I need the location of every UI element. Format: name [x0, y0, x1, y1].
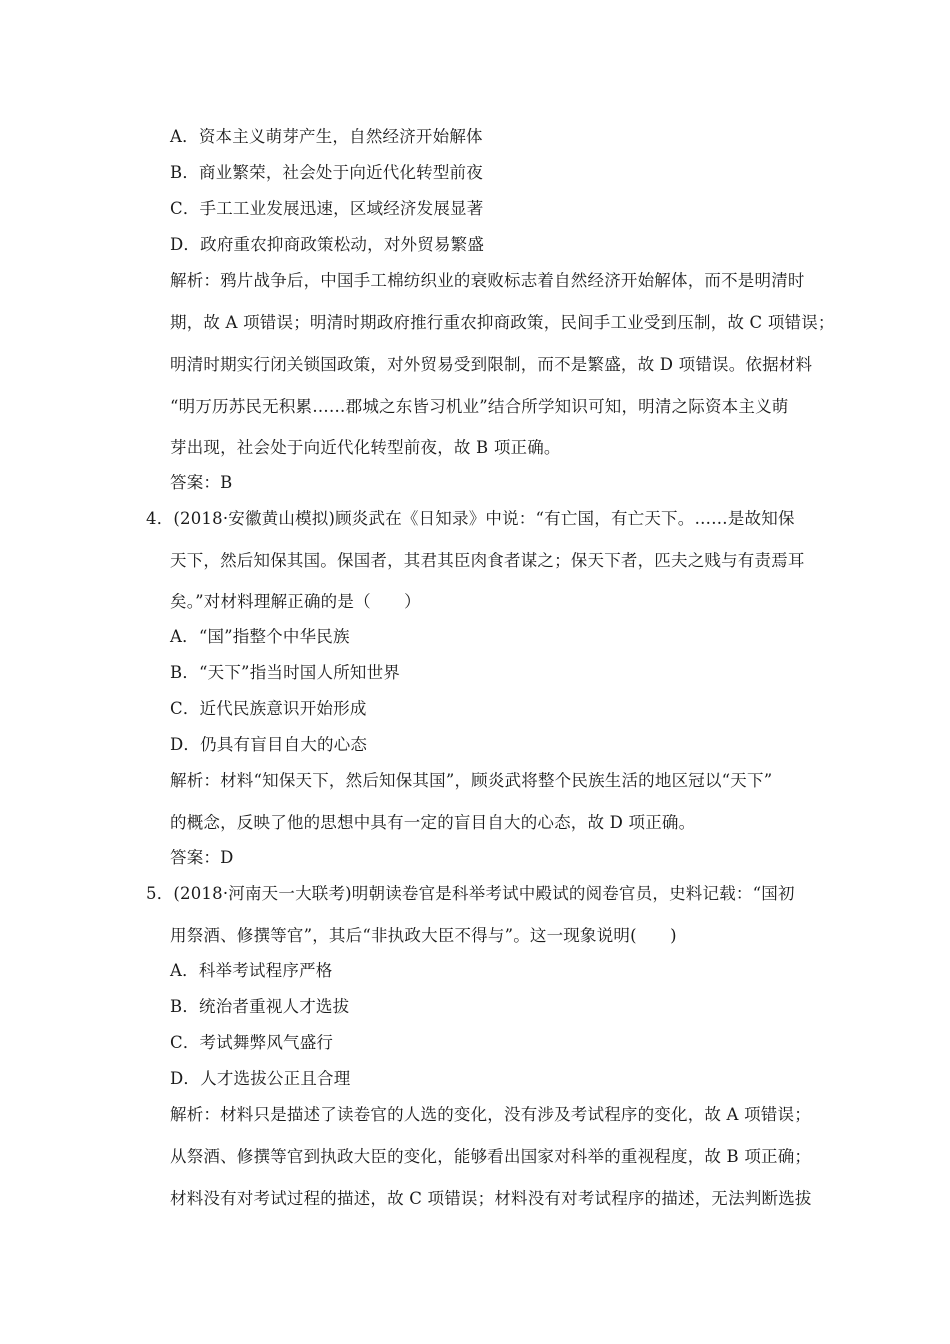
q4-answer: 答案：D [170, 848, 234, 867]
q5-stem-line: 5．(2018·河南天一大联考)明朝读卷官是科举考试中殿试的阅卷官员，史料记载：“国初 [146, 884, 795, 903]
q5-option-d: D．人才选拔公正且合理 [170, 1069, 351, 1088]
q4-analysis-line: 的概念，反映了他的思想中具有一定的盲目自大的心态，故 D 项正确。 [170, 813, 696, 832]
q5-analysis-line: 材料没有对考试过程的描述，故 C 项错误；材料没有对考试程序的描述，无法判断选拔 [170, 1189, 812, 1208]
q5-stem-line: 用祭酒、修撰等官”，其后“非执政大臣不得与”。这一现象说明( ) [170, 926, 677, 945]
q4-option-b: B．“天下”指当时国人所知世界 [170, 663, 400, 682]
q4-stem-line: 4．(2018·安徽黄山模拟)顾炎武在《日知录》中说：“有亡国，有亡天下。……是故知保 [146, 509, 795, 528]
q3-option-c: C．手工工业发展迅速，区域经济发展显著 [170, 199, 484, 218]
q4-option-d: D．仍具有盲目自大的心态 [170, 735, 368, 754]
q3-analysis-line: 芽出现，社会处于向近代化转型前夜，故 B 项正确。 [170, 438, 561, 457]
q3-analysis-line: “明万历苏民无积累……郡城之东皆习机业”结合所学知识可知，明清之际资本主义萌 [170, 397, 789, 416]
q4-option-a: A．“国”指整个中华民族 [170, 627, 350, 646]
q3-analysis-line: 明清时期实行闭关锁国政策，对外贸易受到限制，而不是繁盛，故 D 项错误。依据材料 [170, 355, 813, 374]
q5-option-b: B．统治者重视人才选拔 [170, 997, 350, 1016]
q4-stem-line: 天下，然后知保其国。保国者，其君其臣肉食者谋之；保天下者，匹夫之贱与有责焉耳 [170, 551, 805, 570]
q5-analysis-line: 解析：材料只是描述了读卷官的人选的变化，没有涉及考试程序的变化，故 A 项错误； [170, 1105, 811, 1124]
q5-option-a: A．科举考试程序严格 [170, 961, 333, 980]
q5-analysis-line: 从祭酒、修撰等官到执政大臣的变化，能够看出国家对科举的重视程度，故 B 项正确； [170, 1147, 812, 1166]
q3-answer: 答案：B [170, 473, 233, 492]
q4-analysis-line: 解析：材料“知保天下，然后知保其国”，顾炎武将整个民族生活的地区冠以“天下” [170, 771, 773, 790]
q4-option-c: C．近代民族意识开始形成 [170, 699, 367, 718]
q3-option-b: B．商业繁荣，社会处于向近代化转型前夜 [170, 163, 483, 182]
q5-option-c: C．考试舞弊风气盛行 [170, 1033, 334, 1052]
q3-analysis-line: 解析：鸦片战争后，中国手工棉纺织业的衰败标志着自然经济开始解体，而不是明清时 [170, 271, 805, 290]
q3-option-d: D．政府重农抑商政策松动，对外贸易繁盛 [170, 235, 485, 254]
q4-stem-line: 矣。”对材料理解正确的是（ ） [170, 592, 421, 611]
q3-analysis-line: 期，故 A 项错误；明清时期政府推行重农抑商政策，民间手工业受到压制，故 C 项错误； [170, 313, 835, 332]
q3-option-a: A．资本主义萌芽产生，自然经济开始解体 [170, 127, 483, 146]
